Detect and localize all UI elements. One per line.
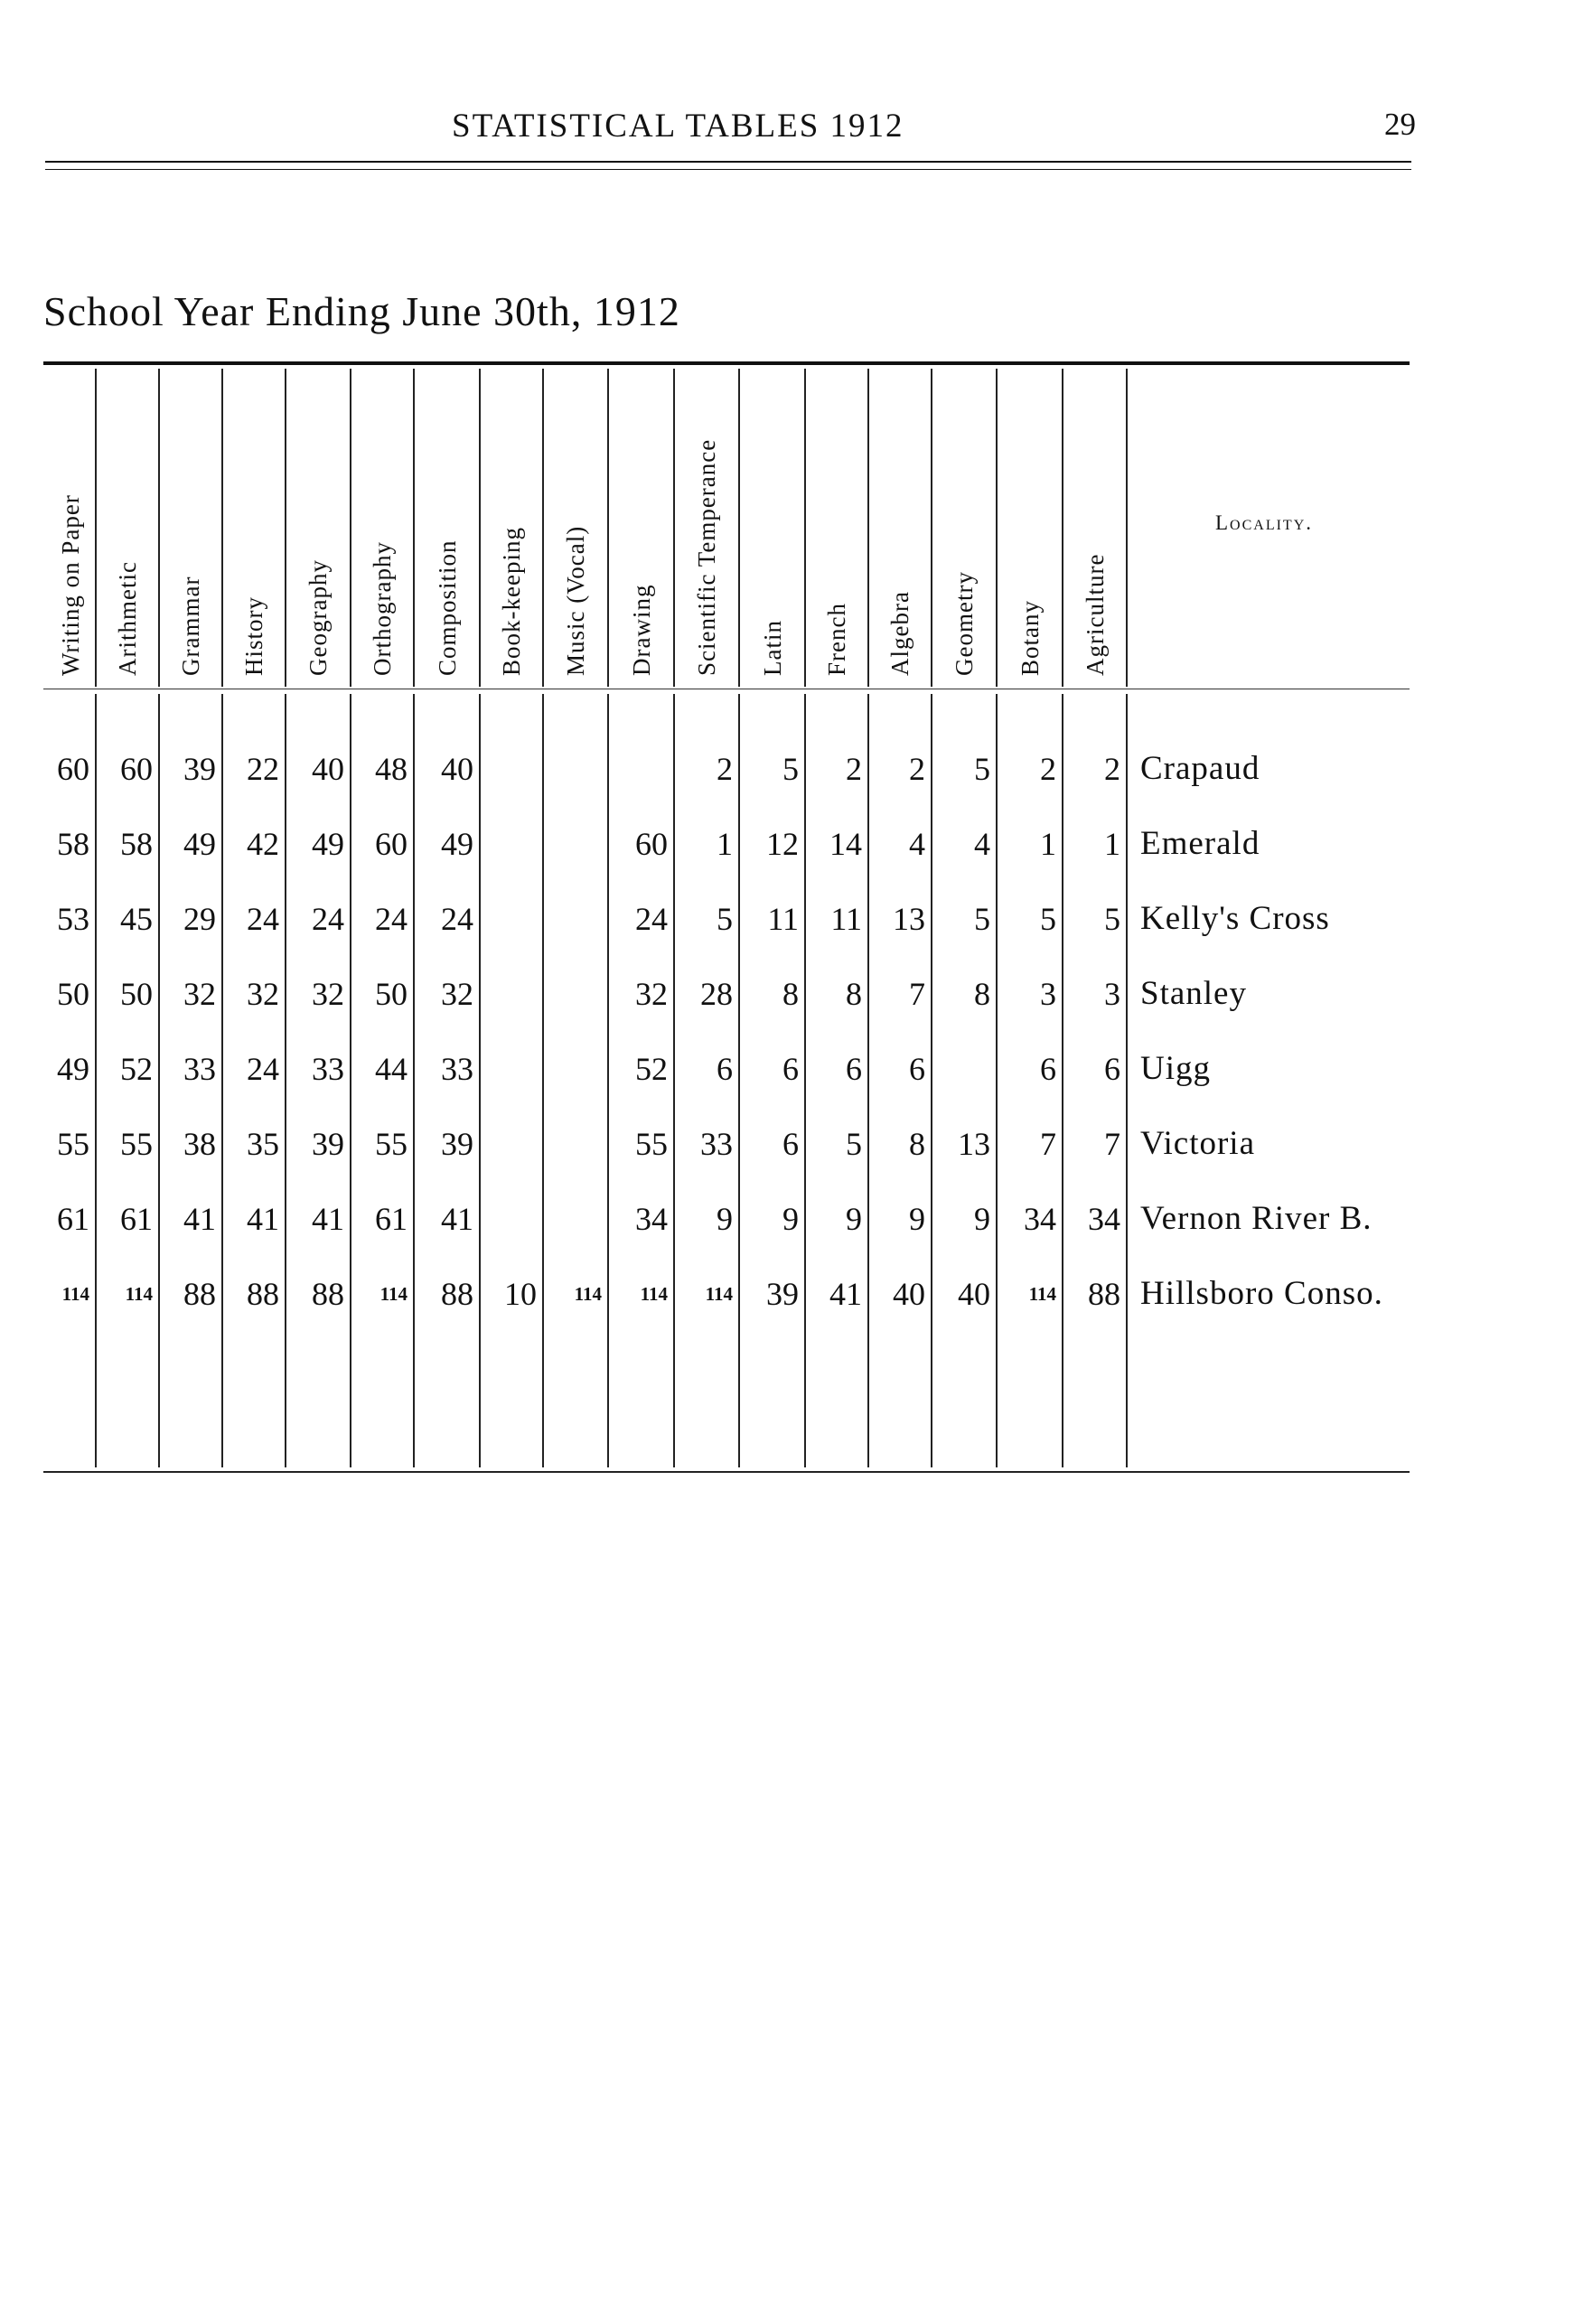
header-rule [45, 161, 1411, 163]
table-cell: 40 [958, 1276, 990, 1312]
table-cell: 39 [312, 1126, 344, 1162]
table-cell: 114 [379, 1283, 408, 1305]
column-divider [479, 694, 481, 1467]
column-header-scientific-temperance: Scientific Temperance [693, 438, 720, 676]
table-cell: 32 [183, 976, 216, 1012]
column-divider [285, 369, 286, 687]
table-cell: 60 [635, 826, 668, 862]
table-cell: 61 [120, 1201, 153, 1237]
table-cell: 45 [120, 901, 153, 937]
table-cell: 38 [183, 1126, 216, 1162]
column-header-latin: Latin [758, 620, 786, 676]
table-cell: 5 [1040, 901, 1056, 937]
table-cell: 61 [57, 1201, 89, 1237]
table-cell: 52 [120, 1051, 153, 1087]
table-cell: 6 [1104, 1051, 1120, 1087]
column-divider [221, 369, 223, 687]
table-cell: 24 [375, 901, 408, 937]
table-cell: 5 [1104, 901, 1120, 937]
table-cell: 14 [829, 826, 862, 862]
table-cell: 114 [640, 1283, 668, 1305]
table-cell: 42 [247, 826, 279, 862]
column-header-french: French [823, 603, 850, 676]
table-cell: 114 [125, 1283, 153, 1305]
table-cell: 24 [441, 901, 473, 937]
table-cell: 61 [375, 1201, 408, 1237]
column-header-geography: Geography [304, 559, 332, 676]
table-cell: 8 [974, 976, 990, 1012]
column-divider [479, 369, 481, 687]
table-cell: 9 [974, 1201, 990, 1237]
table-cell: 9 [846, 1201, 862, 1237]
column-header-arithmetic: Arithmetic [114, 561, 141, 676]
column-header-agriculture: Agriculture [1081, 553, 1109, 676]
table-cell: 22 [247, 751, 279, 787]
table-cell: 6 [717, 1051, 733, 1087]
table-cell: 34 [635, 1201, 668, 1237]
table-cell: 88 [183, 1276, 216, 1312]
table-cell: 2 [717, 751, 733, 787]
table-cell: 58 [120, 826, 153, 862]
table-cell: 2 [909, 751, 925, 787]
table-cell: 88 [1088, 1276, 1120, 1312]
table-cell: 50 [57, 976, 89, 1012]
table-cell: 60 [120, 751, 153, 787]
table-cell: 88 [312, 1276, 344, 1312]
table-cell: 58 [57, 826, 89, 862]
table-cell: 1 [717, 826, 733, 862]
table-cell: 9 [782, 1201, 799, 1237]
table-cell: 2 [1040, 751, 1056, 787]
column-divider [931, 369, 932, 687]
table-cell: 5 [846, 1126, 862, 1162]
table-cell: 6 [782, 1051, 799, 1087]
column-divider [804, 369, 806, 687]
locality-name: Hillsboro Conso. [1140, 1275, 1383, 1312]
column-divider [1062, 369, 1063, 687]
table-cell: 13 [958, 1126, 990, 1162]
table-cell: 88 [441, 1276, 473, 1312]
table-cell: 1 [1104, 826, 1120, 862]
column-divider [607, 369, 609, 687]
table-cell: 24 [247, 1051, 279, 1087]
column-divider [738, 369, 740, 687]
table-cell: 41 [829, 1276, 862, 1312]
locality-name: Victoria [1140, 1125, 1256, 1162]
column-header-writing-on-paper: Writing on Paper [56, 494, 84, 676]
table-cell: 6 [1040, 1051, 1056, 1087]
table-cell: 114 [1028, 1283, 1056, 1305]
table-cell: 55 [57, 1126, 89, 1162]
locality-name: Kelly's Cross [1140, 900, 1330, 937]
column-divider [1126, 694, 1128, 1467]
column-divider [867, 369, 869, 687]
table-cell: 33 [441, 1051, 473, 1087]
table-cell: 5 [717, 901, 733, 937]
table-cell: 24 [312, 901, 344, 937]
table-cell: 2 [846, 751, 862, 787]
table-cell: 44 [375, 1051, 408, 1087]
table-cell: 41 [247, 1201, 279, 1237]
table-cell: 40 [312, 751, 344, 787]
column-divider [350, 369, 351, 687]
table-title: School Year Ending June 30th, 1912 [43, 288, 680, 334]
table-cell: 6 [782, 1126, 799, 1162]
table-cell: 7 [909, 976, 925, 1012]
locality-heading: Locality. [1215, 511, 1314, 534]
column-divider [1126, 369, 1128, 687]
column-divider [413, 369, 415, 687]
running-head: STATISTICAL TABLES 1912 [452, 108, 904, 145]
header-rule-thin [45, 169, 1411, 170]
table-cell: 6 [846, 1051, 862, 1087]
table-cell: 48 [375, 751, 408, 787]
table-cell: 5 [782, 751, 799, 787]
table-cell: 7 [1104, 1126, 1120, 1162]
table-cell: 8 [782, 976, 799, 1012]
table-cell: 39 [766, 1276, 799, 1312]
table-cell: 55 [375, 1126, 408, 1162]
table-cell: 114 [574, 1283, 602, 1305]
table-cell: 5 [974, 901, 990, 937]
table-cell: 13 [893, 901, 925, 937]
locality-name: Crapaud [1140, 750, 1260, 787]
table-cell: 9 [909, 1201, 925, 1237]
column-header-music-vocal: Music (Vocal) [562, 525, 589, 676]
column-header-composition: Composition [433, 539, 461, 676]
table-cell: 3 [1040, 976, 1056, 1012]
table-cell: 34 [1024, 1201, 1056, 1237]
table-cell: 4 [974, 826, 990, 862]
page-number: 29 [1384, 107, 1416, 142]
table-cell: 41 [441, 1201, 473, 1237]
column-header-grammar: Grammar [177, 576, 204, 676]
table-cell: 32 [312, 976, 344, 1012]
table-cell: 32 [635, 976, 668, 1012]
table-cell: 11 [830, 901, 862, 937]
table-cell: 8 [909, 1126, 925, 1162]
table-cell: 8 [846, 976, 862, 1012]
column-header-history: History [240, 596, 267, 676]
column-header-geometry: Geometry [951, 571, 978, 676]
table-cell: 28 [700, 976, 733, 1012]
table-cell: 49 [312, 826, 344, 862]
locality-name: Emerald [1140, 825, 1260, 862]
table-cell: 33 [312, 1051, 344, 1087]
table-cell: 114 [705, 1283, 733, 1305]
table-cell: 49 [441, 826, 473, 862]
column-header-botany: Botany [1016, 600, 1044, 676]
table-cell: 3 [1104, 976, 1120, 1012]
table-cell: 53 [57, 901, 89, 937]
table-cell: 41 [312, 1201, 344, 1237]
locality-name: Stanley [1140, 975, 1247, 1012]
column-divider [542, 694, 544, 1467]
column-divider [542, 369, 544, 687]
table-cell: 60 [57, 751, 89, 787]
column-divider [158, 369, 160, 687]
locality-name: Uigg [1140, 1050, 1211, 1087]
column-divider [673, 369, 675, 687]
table-top-rule [43, 361, 1410, 365]
table-cell: 60 [375, 826, 408, 862]
table-cell: 49 [57, 1051, 89, 1087]
table-cell: 5 [974, 751, 990, 787]
table-cell: 7 [1040, 1126, 1056, 1162]
table-cell: 32 [247, 976, 279, 1012]
table-cell: 55 [120, 1126, 153, 1162]
table-cell: 9 [717, 1201, 733, 1237]
table-cell: 32 [441, 976, 473, 1012]
column-header-algebra: Algebra [886, 591, 913, 676]
column-divider [996, 369, 998, 687]
table-cell: 55 [635, 1126, 668, 1162]
locality-name: Vernon River B. [1140, 1200, 1373, 1237]
table-cell: 88 [247, 1276, 279, 1312]
table-cell: 39 [441, 1126, 473, 1162]
column-divider [931, 694, 932, 1467]
table-cell: 114 [61, 1283, 89, 1305]
table-cell: 40 [893, 1276, 925, 1312]
table-cell: 24 [635, 901, 668, 937]
table-cell: 49 [183, 826, 216, 862]
table-cell: 33 [700, 1126, 733, 1162]
table-cell: 29 [183, 901, 216, 937]
column-header-book-keeping: Book-keeping [498, 527, 525, 676]
table-cell: 34 [1088, 1201, 1120, 1237]
table-cell: 12 [766, 826, 799, 862]
table-cell: 11 [767, 901, 799, 937]
table-cell: 4 [909, 826, 925, 862]
table-cell: 1 [1040, 826, 1056, 862]
table-cell: 40 [441, 751, 473, 787]
table-cell: 24 [247, 901, 279, 937]
table-bottom-rule [43, 1471, 1410, 1473]
table-cell: 50 [375, 976, 408, 1012]
table-cell: 6 [909, 1051, 925, 1087]
table-cell: 10 [504, 1276, 537, 1312]
table-cell: 33 [183, 1051, 216, 1087]
table-cell: 39 [183, 751, 216, 787]
column-header-drawing: Drawing [627, 584, 655, 676]
column-header-orthography: Orthography [369, 541, 396, 676]
table-cell: 52 [635, 1051, 668, 1087]
table-cell: 2 [1104, 751, 1120, 787]
table-cell: 50 [120, 976, 153, 1012]
column-divider [95, 369, 97, 687]
table-cell: 35 [247, 1126, 279, 1162]
table-cell: 41 [183, 1201, 216, 1237]
